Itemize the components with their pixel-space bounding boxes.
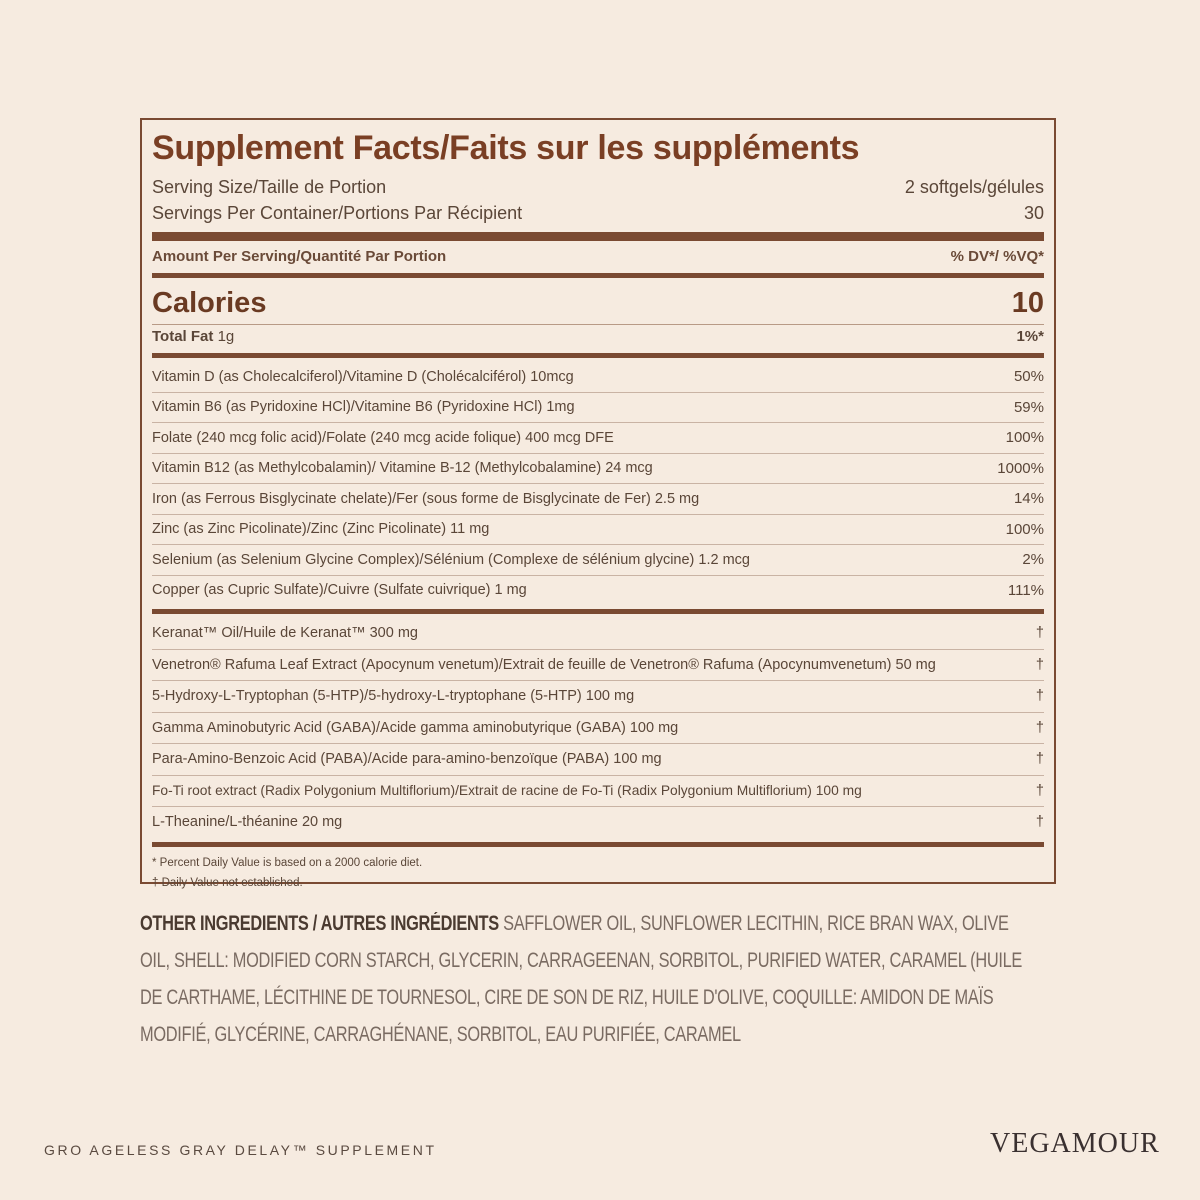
nutrient-dv: 59% [1013, 398, 1044, 416]
ingredient-row [152, 681, 1044, 713]
nutrient-list [152, 362, 1044, 605]
nutrient-dv: 14% [1013, 490, 1044, 508]
dv-label: % DV*/ %VQ* [950, 248, 1044, 265]
facts-title: Supplement Facts/Faits sur les suppléments [152, 129, 860, 167]
nutrient-name: Iron (as Ferrous Bisglycinate chelate)/Fer (sous forme de Bisglycinate de Fer) 2.5 mg [152, 490, 700, 507]
footnote-dv-not-established: † Daily Value not established. [152, 876, 303, 889]
nutrient-row [152, 362, 1044, 393]
dagger-mark: † [1035, 814, 1044, 831]
ingredient-name: Para-Amino-Benzoic Acid (PABA)/Acide para-amino-benzoïque (PABA) 100 mg [152, 751, 662, 768]
nutrient-name: Selenium (as Selenium Glycine Complex)/Sélénium (Complexe de sélénium glycine) 1.2 mcg [152, 551, 750, 568]
calories-row [152, 282, 1044, 324]
nutrient-name: Folate (240 mcg folic acid)/Folate (240 mcg acide folique) 400 mcg DFE [152, 429, 614, 446]
ingredient-row [152, 776, 1044, 808]
nutrient-row [152, 515, 1044, 546]
dagger-mark: † [1035, 625, 1044, 642]
other-ingredients-text: SAFFLOWER OIL, SUNFLOWER LECITHIN, RICE BRAN WAX, OLIVE OIL, SHELL: MODIFIED CORN STARCH, GLYCERIN, CARRAGEENAN, SORBITOL, PURIFIED WATER, CARAMEL (HUILE DE CARTHAME, LÉCITHINE DE TOURNESOL, CIRE DE SON DE RIZ, HUILE D'OLIVE, COQUILLE: AMIDON DE MAÏS MODIFIÉ, GLYCÉRINE, CARRAGHÉNANE, SORBITOL, EAU PURIFIÉE, CARAMEL [140, 912, 1023, 1046]
ingredient-list [152, 618, 1044, 838]
divider-medium [152, 609, 1044, 614]
calories-value: 10 [1011, 287, 1044, 319]
nutrient-dv: 100% [1005, 429, 1044, 447]
nutrient-dv: 2% [1022, 551, 1044, 569]
other-ingredients [140, 905, 1029, 1053]
nutrient-dv: 100% [1005, 520, 1044, 538]
ingredient-name: Gamma Aminobutyric Acid (GABA)/Acide gamma aminobutyrique (GABA) 100 mg [152, 719, 679, 736]
nutrient-name: Vitamin D (as Cholecalciferol)/Vitamine D (Cholécalciférol) 10mcg [152, 368, 574, 385]
other-ingredients-label: OTHER INGREDIENTS / AUTRES INGRÉDIENTS [140, 912, 499, 935]
nutrient-dv: 50% [1013, 368, 1044, 386]
amount-label: Amount Per Serving/Quantité Par Portion [152, 248, 447, 265]
nutrient-row [152, 484, 1044, 515]
serving-size-row [152, 174, 1044, 200]
ingredient-row [152, 807, 1044, 838]
divider-medium [152, 353, 1044, 358]
serving-size-label: Serving Size/Taille de Portion [152, 177, 387, 197]
nutrient-name: Vitamin B12 (as Methylcobalamin)/ Vitamine B-12 (Methylcobalamine) 24 mcg [152, 460, 653, 477]
nutrient-row [152, 545, 1044, 576]
calories-label: Calories [152, 287, 267, 319]
nutrient-row [152, 454, 1044, 485]
nutrient-name: Copper (as Cupric Sulfate)/Cuivre (Sulfate cuivrique) 1 mg [152, 582, 527, 599]
product-name: GRO AGELESS GRAY DELAY™ SUPPLEMENT [44, 1142, 437, 1158]
total-fat-label: Total Fat [152, 328, 214, 345]
ingredient-row [152, 618, 1044, 650]
footnote-percent-dv: * Percent Daily Value is based on a 2000 calorie diet. [152, 856, 423, 869]
dagger-mark: † [1035, 656, 1044, 673]
divider-medium [152, 273, 1044, 278]
nutrient-name: Vitamin B6 (as Pyridoxine HCl)/Vitamine B6 (Pyridoxine HCl) 1mg [152, 399, 575, 416]
brand-logo: VEGAMOUR [990, 1128, 1160, 1159]
ingredient-row [152, 744, 1044, 776]
divider-medium [152, 842, 1044, 847]
dagger-mark: † [1035, 719, 1044, 736]
total-fat-amount: 1g [217, 328, 235, 345]
dagger-mark: † [1035, 688, 1044, 705]
nutrient-name: Zinc (as Zinc Picolinate)/Zinc (Zinc Picolinate) 11 mg [152, 521, 490, 538]
nutrient-row [152, 576, 1044, 606]
ingredient-name: Venetron® Rafuma Leaf Extract (Apocynum venetum)/Extrait de feuille de Venetron® Rafuma (Apocynumvenetum) 50 mg [152, 656, 936, 673]
servings-row [152, 200, 1044, 226]
ingredient-name: Keranat™ Oil/Huile de Keranat™ 300 mg [152, 625, 418, 642]
serving-size-value: 2 softgels/gélules [904, 177, 1044, 197]
amount-header-row [152, 245, 1044, 269]
dagger-mark: † [1035, 751, 1044, 768]
supplement-facts-panel [140, 118, 1056, 889]
total-fat-dv: 1%* [1016, 328, 1044, 345]
dagger-mark: † [1035, 782, 1044, 799]
nutrient-row [152, 393, 1044, 424]
ingredient-name: Fo-Ti root extract (Radix Polygonium Multiflorium)/Extrait de racine de Fo-Ti (Radix Polygonium Multiflorium) 100 mg [152, 783, 862, 799]
nutrient-row [152, 423, 1044, 454]
ingredient-row [152, 650, 1044, 682]
servings-label: Servings Per Container/Portions Par Récipient [152, 203, 523, 223]
servings-value: 30 [1023, 203, 1044, 223]
ingredient-name: 5-Hydroxy-L-Tryptophan (5-HTP)/5-hydroxy-L-tryptophane (5-HTP) 100 mg [152, 688, 635, 705]
total-fat-row [152, 325, 1044, 349]
nutrient-dv: 111% [1007, 581, 1044, 599]
ingredient-name: L-Theanine/L-théanine 20 mg [152, 814, 343, 831]
ingredient-row [152, 713, 1044, 745]
divider-thick [152, 232, 1044, 241]
nutrient-dv: 1000% [997, 459, 1044, 477]
